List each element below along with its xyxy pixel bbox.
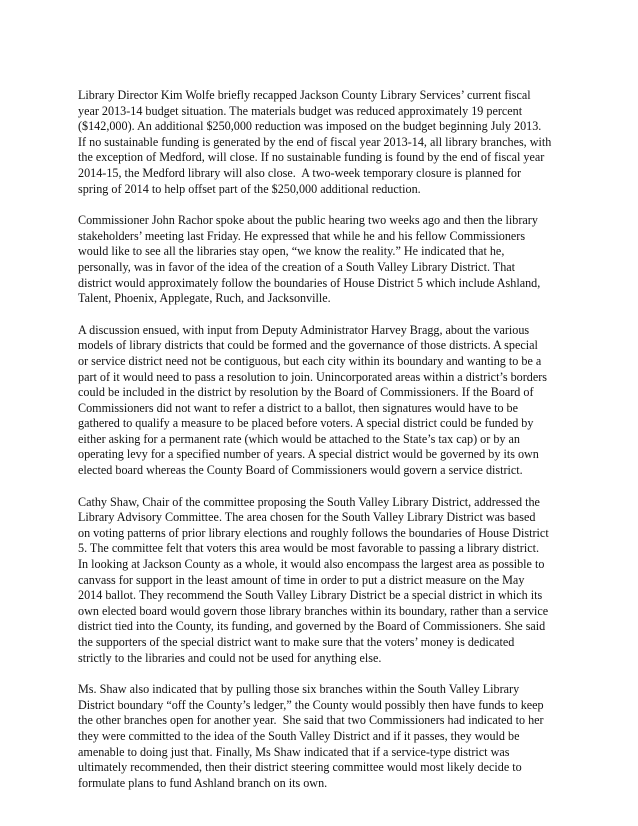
paragraph-budget-recap: Library Director Kim Wolfe briefly recapped Jackson County Library Services’ current fiscal year 2013-14 budget situation. The materials budget was reduced approximately 19 percent ($142,000). An additional $250,000 reduction was imposed on the budget beginning July 2013. If no sustainable funding is generated by the end of fiscal year 2013-14, all library branches, with the exception of Medford, will close. If no sustainable funding is found by the end of fiscal year 2014-15, the Medford library will also close. A two-week temporary closure is planned for spring of 2014 to help offset part of the $250,000 additional reduction.: [78, 88, 552, 196]
paragraph-ms-shaw: Ms. Shaw also indicated that by pulling those six branches within the South Valley Library District boundary “off the County’s ledger,” the County would possibly then have funds to keep the other branches open for another year. She said that two Commissioners had indicated to her they were committed to the idea of the South Valley District and if it passes, they would be amenable to doing just that. Finally, Ms Shaw indicated that if a service-type district was ultimately recommended, then their district steering committee would most likely decide to formulate plans to fund Ashland branch on its own.: [78, 682, 544, 790]
paragraph-district-models: A discussion ensued, with input from Deputy Administrator Harvey Bragg, about the various models of library districts that could be formed and the governance of those districts. A special or service district need not be contiguous, but each city within its boundary and wanting to be a part of it would need to pass a resolution to join. Unincorporated areas within a district’s borders could be included in the district by resolution by the Board of Commissioners. If the Board of Commissioners did not want to refer a district to a ballot, then signatures would have to be gathered to qualify a measure to be placed before voters. A special district could be funded by either asking for a permanent rate (which would be attached to the State’s tax cap) or by an operating levy for a specified number of years. A special district would be governed by its own elected board whereas the County Board of Commissioners would govern a service district.: [78, 322, 547, 478]
paragraph-cathy-shaw: Cathy Shaw, Chair of the committee proposing the South Valley Library District, addressed the Library Advisory Committee. The area chosen for the South Valley Library District was based on voting patterns of prior library elections and roughly follows the boundaries of House District 5. The committee felt that voters this area would be most favorable to passing a library district. In looking at Jackson County as a whole, it would also encompass the largest area as possible to canvass for support in the least amount of time in order to put a district measure on the May 2014 ballot. They recommend the South Valley Library District be a special district in which its own elected board would govern those library branches within its boundary, rather than a service district tied into the County, its funding, and governed by the Board of Commissioners. She said the supporters of the special district want to make sure that the voters’ money is dedicated strictly to the libraries and could not be used for anything else.: [78, 494, 549, 665]
paragraph-commissioner-rachor: Commissioner John Rachor spoke about the public hearing two weeks ago and then the library stakeholders’ meeting last Friday. He expressed that while he and his fellow Commissioners would like to see all the libraries stay open, “we know the reality.” He indicated that he, personally, was in favor of the idea of the creation of a South Valley Library District. That district would approximately follow the boundaries of House District 5 which include Ashland, Talent, Phoenix, Applegate, Ruch, and Jacksonville.: [78, 213, 541, 306]
document-body: [78, 88, 562, 807]
